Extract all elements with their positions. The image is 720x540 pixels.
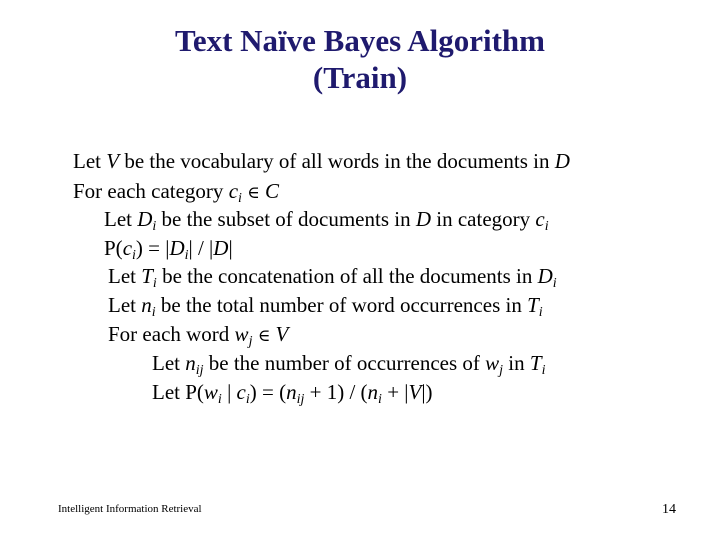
subscript-wrap [542,363,546,378]
subscript: ij [195,363,204,378]
subscript: i [151,305,156,320]
math-variable: D [415,207,432,231]
line-text: be the number of occurrences of [203,351,486,375]
line-text: P( [104,236,123,260]
subscript-wrap [545,219,549,234]
line-text: be the subset of documents in [156,207,416,231]
math-variable: D [169,236,185,260]
line-text: ) = ( [249,380,287,404]
math-variable: C [265,179,280,203]
math-variable: V [275,322,289,346]
algorithm-line [104,235,233,261]
math-variable: w [203,380,218,404]
algorithm-line [108,321,288,349]
element-of-symbol: ∈ [247,183,260,203]
line-text: ) = | [135,236,170,260]
math-variable: n [367,380,379,404]
math-variable: T [529,351,542,375]
title-line-2: (Train) [312,60,408,95]
element-of-symbol: ∈ [257,326,271,346]
subscript-wrap [539,305,543,320]
algorithm-line [73,178,279,206]
math-variable: V [408,380,422,404]
math-variable: T [141,264,153,288]
subscript: i [238,191,242,206]
line-text: be the concatenation of all the documents in [156,264,538,288]
slide-title [0,22,720,96]
math-variable: D [537,264,553,288]
title-line-1: Text Naïve Bayes Algorithm [175,23,545,58]
line-text: + | [381,380,409,404]
math-variable: V [106,149,120,173]
line-text: For each category [73,179,229,203]
line-text: Let [108,293,142,317]
subscript: i [544,219,549,234]
algorithm-line [104,206,549,232]
subscript: i [552,276,557,291]
math-variable: c [122,236,133,260]
line-text: Let [108,264,142,288]
subscript: i [541,363,546,378]
line-text: |) [421,380,433,404]
line-text: | / | [188,236,214,260]
subscript: j [499,363,504,378]
line-text: | [228,236,233,260]
subscript: i [538,305,543,320]
line-text: be the vocabulary of all words in the documents in [119,149,555,173]
math-variable: n [286,380,297,404]
subscript: i [152,219,157,234]
line-text: Let P( [152,380,204,404]
line-text: in category [431,207,536,231]
subscript-wrap [553,276,557,291]
math-variable: D [554,149,570,173]
line-text: Let [152,351,186,375]
subscript: i [152,276,157,291]
math-variable: w [234,322,249,346]
line-text: Let [104,207,138,231]
subscript: i [184,248,189,263]
subscript-wrap [196,363,204,378]
math-variable: c [535,207,545,231]
math-variable: c [228,179,239,203]
subscript: ij [296,392,305,407]
algorithm-line [108,292,543,318]
subscript: i [378,392,382,407]
subscript: i [217,392,222,407]
line-text: For each word [108,322,235,346]
math-variable: T [527,293,539,317]
subscript: i [132,248,136,263]
math-variable: w [485,351,500,375]
line-text: + 1) / ( [304,380,368,404]
line-text: be the total number of word occurrences in [155,293,528,317]
subscript: j [248,334,253,349]
page-number: 14 [662,502,676,517]
algorithm-line [152,379,433,405]
line-text: in [503,351,530,375]
subscript: i [245,392,250,407]
footer-text: Intelligent Information Retrieval [58,503,202,515]
math-variable: n [141,293,152,317]
math-variable: c [236,380,246,404]
algorithm-line [73,148,570,174]
math-variable: D [213,236,229,260]
line-text: Let [73,149,107,173]
math-variable: D [137,207,153,231]
algorithm-line [152,350,545,376]
algorithm-line [108,263,557,289]
math-variable: n [185,351,196,375]
line-text: | [221,380,237,404]
